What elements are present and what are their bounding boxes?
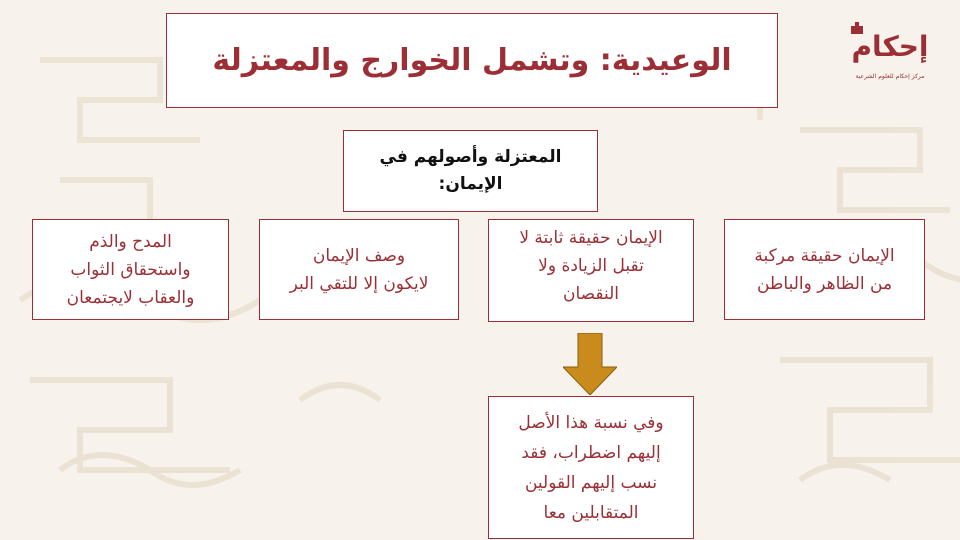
branch-node-label: وصف الإيمان لايكون إلا للتقي البر	[289, 245, 429, 294]
logo-wordmark: إحكام	[851, 30, 929, 63]
branch-node-label: الإيمان حقيقة ثابتة لا تقبل الزيادة ولا النقصان	[519, 228, 663, 304]
root-node-label: المعتزلة وأصولهم في الإيمان:	[379, 147, 562, 194]
detail-node	[488, 396, 694, 539]
branch-node-label: الإيمان حقيقة مركبة من الظاهر والباطن	[754, 245, 895, 294]
detail-node-label: وفي نسبة هذا الأصل إليهم اضطراب، فقد نسب إليهم القولين المتقابلين معا	[518, 412, 664, 523]
slide-title: الوعيدية: وتشمل الخوارج والمعتزلة	[212, 42, 732, 78]
slide-title-box	[166, 13, 778, 108]
branch-node-composite-faith	[724, 219, 925, 320]
branch-node-pious-only	[259, 219, 459, 320]
down-arrow-icon	[563, 333, 617, 395]
branch-node-fixed-faith	[488, 219, 694, 322]
branch-node-praise-blame	[32, 219, 229, 320]
brand-logo	[845, 22, 935, 98]
root-node	[343, 130, 598, 212]
logo-subtitle: مركز إحكام للعلوم الشرعية	[855, 73, 925, 80]
branch-node-label: المدح والذم واستحقاق الثواب والعقاب لايجتمعان	[66, 231, 195, 308]
